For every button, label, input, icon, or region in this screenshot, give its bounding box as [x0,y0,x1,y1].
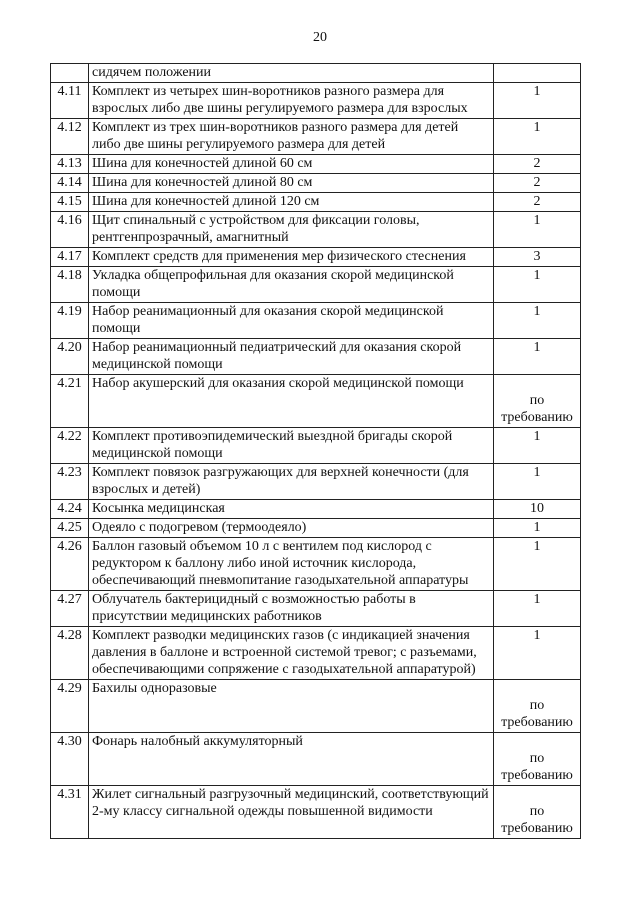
row-name: Комплект разводки медицинских газов (с индикацией значения давления в баллоне и встроенной системой тревог; с разъемами, обеспечивающими сопряжение с газодыхательной аппаратурой) [89,627,494,680]
row-quantity: 1 [494,339,581,375]
row-name: Набор реанимационный педиатрический для оказания скорой медицинской помощи [89,339,494,375]
row-name: Одеяло с подогревом (термоодеяло) [89,519,494,538]
row-number: 4.31 [51,786,89,839]
table-row [51,680,581,733]
row-number: 4.11 [51,83,89,119]
row-name: Жилет сигнальный разгрузочный медицинский, соответствующий 2-му классу сигнальной одежды повышенной видимости [89,786,494,839]
row-quantity: 2 [494,174,581,193]
table-row [51,155,581,174]
row-quantity: 1 [494,83,581,119]
row-quantity [494,64,581,83]
row-quantity: по требованию [494,680,581,733]
table-row [51,786,581,839]
row-number: 4.29 [51,680,89,733]
row-name: Комплект из четырех шин-воротников разного размера для взрослых либо две шины регулируемого размера для взрослых [89,83,494,119]
table-row [51,428,581,464]
row-number: 4.21 [51,375,89,428]
row-name: Комплект средств для применения мер физического стеснения [89,248,494,267]
row-number: 4.25 [51,519,89,538]
row-number: 4.12 [51,119,89,155]
row-name: Комплект противоэпидемический выездной бригады скорой медицинской помощи [89,428,494,464]
row-name: Шина для конечностей длиной 60 см [89,155,494,174]
row-name: Укладка общепрофильная для оказания скорой медицинской помощи [89,267,494,303]
row-number: 4.26 [51,538,89,591]
row-name: Комплект повязок разгружающих для верхней конечности (для взрослых и детей) [89,464,494,500]
equipment-table [50,63,581,839]
row-name: Шина для конечностей длиной 80 см [89,174,494,193]
row-quantity: 2 [494,155,581,174]
row-quantity: по требованию [494,375,581,428]
table-row [51,519,581,538]
row-number: 4.19 [51,303,89,339]
table-row [51,375,581,428]
row-quantity: по требованию [494,733,581,786]
row-quantity: 2 [494,193,581,212]
row-quantity: 1 [494,119,581,155]
table-row [51,119,581,155]
table-row [51,64,581,83]
row-number: 4.22 [51,428,89,464]
row-name: Фонарь налобный аккумуляторный [89,733,494,786]
row-quantity: 1 [494,212,581,248]
row-quantity: 1 [494,428,581,464]
row-name: Комплект из трех шин-воротников разного размера для детей либо две шины регулируемого размера для детей [89,119,494,155]
table-row [51,464,581,500]
row-number: 4.15 [51,193,89,212]
row-name: Набор акушерский для оказания скорой медицинской помощи [89,375,494,428]
row-number: 4.18 [51,267,89,303]
row-quantity: 1 [494,538,581,591]
table-row [51,248,581,267]
table-row [51,538,581,591]
table-row [51,627,581,680]
row-name: Щит спинальный с устройством для фиксации головы, рентгенпрозрачный, амагнитный [89,212,494,248]
table-row [51,733,581,786]
row-number: 4.16 [51,212,89,248]
table-row [51,267,581,303]
row-quantity: 1 [494,591,581,627]
row-quantity: 3 [494,248,581,267]
row-name: Набор реанимационный для оказания скорой медицинской помощи [89,303,494,339]
table-row [51,174,581,193]
row-number: 4.24 [51,500,89,519]
table-row [51,83,581,119]
page-number: 20 [313,30,327,45]
row-quantity: 1 [494,303,581,339]
row-name: Шина для конечностей длиной 120 см [89,193,494,212]
row-quantity: 1 [494,267,581,303]
row-name: Баллон газовый объемом 10 л с вентилем под кислород с редуктором к баллону либо иной источник кислорода, обеспечивающий пневмопитание газодыхательной аппаратуры [89,538,494,591]
row-name: Бахилы одноразовые [89,680,494,733]
table-row [51,303,581,339]
row-number: 4.28 [51,627,89,680]
row-number [51,64,89,83]
table-row [51,339,581,375]
row-number: 4.17 [51,248,89,267]
row-number: 4.27 [51,591,89,627]
row-number: 4.13 [51,155,89,174]
table-row [51,591,581,627]
row-quantity: 1 [494,519,581,538]
row-number: 4.30 [51,733,89,786]
table-row [51,212,581,248]
row-quantity: по требованию [494,786,581,839]
row-number: 4.14 [51,174,89,193]
row-number: 4.23 [51,464,89,500]
row-quantity: 1 [494,464,581,500]
row-name: Облучатель бактерицидный с возможностью работы в присутствии медицинских работников [89,591,494,627]
row-name: сидячем положении [89,64,494,83]
table-row [51,193,581,212]
table-body [51,64,581,839]
row-quantity: 10 [494,500,581,519]
row-quantity: 1 [494,627,581,680]
row-number: 4.20 [51,339,89,375]
table-row [51,500,581,519]
row-name: Косынка медицинская [89,500,494,519]
